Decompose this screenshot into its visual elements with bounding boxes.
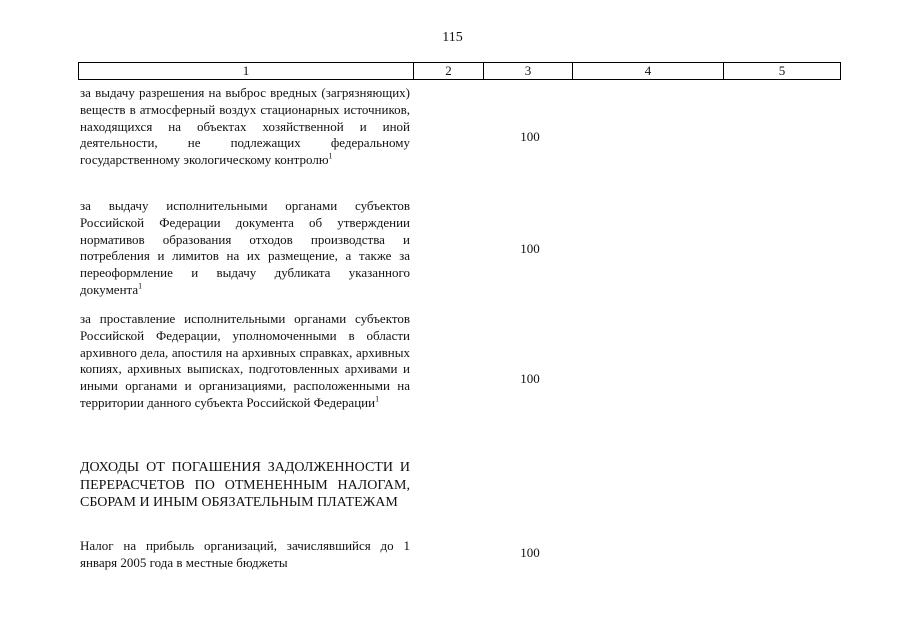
table-row-emission-permit-value: 100	[520, 129, 540, 144]
table-row-profit-tax-value: 100	[520, 545, 540, 560]
table-row-waste-norms-value: 100	[520, 241, 540, 256]
column-header-2: 2	[413, 63, 483, 79]
table-row-profit-tax-text: Налог на прибыль организаций, зачислявшийся до 1 января 2005 года в местные бюджеты	[80, 538, 410, 570]
footnote-marker: 1	[328, 151, 333, 161]
footnote-marker: 1	[375, 394, 380, 404]
page-number: 115	[442, 30, 463, 45]
table-row-apostille-value: 100	[520, 371, 540, 386]
table-header-row	[78, 62, 841, 80]
table-row-emission-permit-text	[80, 85, 410, 169]
table-row-waste-norms-text	[80, 198, 410, 299]
table-row-apostille-text	[80, 311, 410, 412]
row-text: за выдачу разрешения на выброс вредных (загрязняющих) веществ в атмосферный воздух стационарных источников, находящихся на объектах хозяйственной и иной деятельности, не подлежащих федеральному государственному экологическому контролю	[80, 85, 410, 168]
row-text: за выдачу исполнительными органами субъектов Российской Федерации документа об утверждении нормативов образования отходов производства и потребления и лимитов на их размещение, а также за переоформление и выдачу дубликата указанного документа	[80, 198, 410, 297]
section-heading-abolished-taxes: ДОХОДЫ ОТ ПОГАШЕНИЯ ЗАДОЛЖЕННОСТИ И ПЕРЕРАСЧЕТОВ ПО ОТМЕНЕННЫМ НАЛОГАМ, СБОРАМ И ИНЫМ ОБЯЗАТЕЛЬНЫМ ПЛАТЕЖАМ	[80, 460, 410, 510]
row-text: за проставление исполнительными органами субъектов Российской Федерации, уполномоченными в области архивного дела, апостиля на архивных справках, архивных копиях, архивных выписках, подготовленных архивами и иными органами и организациями, расположенными на территории данного субъекта Российской Федерации	[80, 311, 410, 410]
column-header-1: 1	[242, 63, 250, 78]
column-header-3: 3	[483, 63, 572, 79]
footnote-marker: 1	[138, 281, 143, 291]
column-header-4: 4	[572, 63, 723, 79]
column-header-5: 5	[723, 63, 840, 79]
